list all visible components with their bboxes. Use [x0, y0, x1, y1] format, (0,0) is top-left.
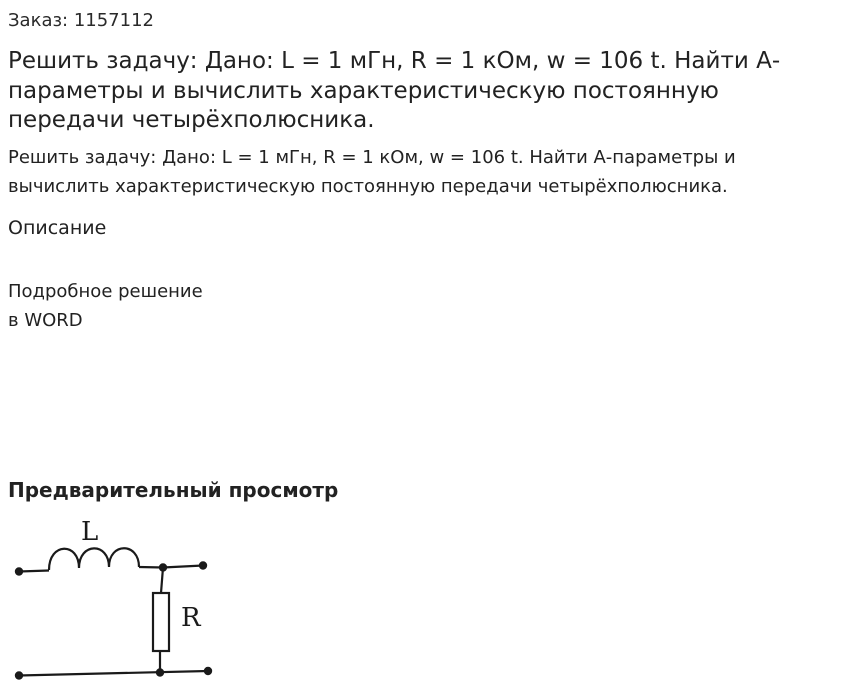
input-top-terminal: [15, 567, 23, 575]
input-top-wire: [19, 571, 49, 572]
resistor: [153, 593, 169, 651]
top-junction-node: [159, 563, 167, 571]
order-number: Заказ: 1157112: [8, 10, 154, 31]
output-top-wire: [163, 566, 203, 568]
page-title: Решить задачу: Дано: L = 1 мГн, R = 1 кОм, w = 106 t. Найти А-параметры и вычислить характеристическую постоянную передачи четырёхполюсника.: [8, 48, 781, 133]
inductor-coil: [49, 548, 139, 570]
resistor-label: R: [181, 603, 201, 633]
inductor-label: L: [81, 517, 99, 547]
solution-line-detail: Подробное решение: [8, 281, 203, 302]
bottom-junction-node: [156, 668, 164, 676]
circuit-diagram-preview: [8, 510, 223, 690]
description-heading: Описание: [8, 217, 107, 239]
task-description: Решить задачу: Дано: L = 1 мГн, R = 1 кОм, w = 106 t. Найти А-параметры и вычислить характеристическую постоянную передачи четырёхполюсника.: [8, 147, 736, 197]
output-top-terminal: [199, 561, 207, 569]
preview-heading: Предварительный просмотр: [8, 478, 339, 502]
bottom-wire: [19, 671, 208, 676]
output-bottom-terminal: [204, 667, 212, 675]
solution-line-format: в WORD: [8, 309, 83, 331]
input-bottom-terminal: [15, 671, 23, 679]
solution-info: [8, 278, 203, 335]
